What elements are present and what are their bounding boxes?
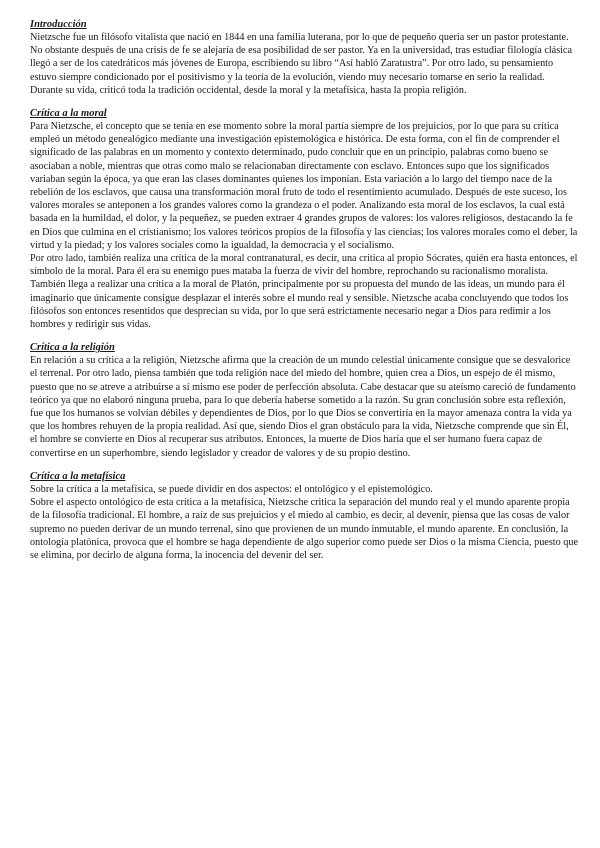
section-introduccion [30, 18, 578, 97]
paragraph: Durante su vida, criticó toda la tradición occidental, desde la moral y la metafísica, hasta la propia religión. [30, 84, 467, 96]
section-heading: Crítica a la moral [30, 108, 107, 120]
paragraph: En relación a su crítica a la religión, Nietzsche afirma que la creación de un mundo celestial únicamente consigue que se desvalorice el terrenal. Por otro lado, piensa también que toda religión nace del miedo del hombre, quien crea a Dios, un espejo de él mismo, puesto que no se atreve a atribuirse a sí mismo ese poder de perfección absoluta. Cabe destacar que su ateísmo careció de fundamento teórico ya que no elaboró ninguna prueba, para lo que debería haberse sometido a la razón. Su gran conclusión sobre esta reflexión, fue que los humanos se volvían débiles y dependientes de Dios, por lo que Dios se convertiría en la mayor amenaza contra la vida ya que los hombres rehuyen de la propia realidad. Así que, siendo Dios el gran obstáculo para la vida, Nietzsche comprende que sin Él, el hombre se convierte en Dios al recuperar sus atributos. Entonces, la muerte de Dios haría que el ser humano fuera capaz de convertirse en un superhombre, siendo legislador y creador de valores y de su propio destino. [30, 355, 576, 459]
section-critica-religion [30, 341, 578, 460]
document-page [30, 18, 578, 572]
paragraph: Sobre la crítica a la metafísica, se puede dividir en dos aspectos: el ontológico y el epistemológico. [30, 483, 433, 495]
section-critica-moral [30, 107, 578, 331]
section-heading: Crítica a la metafísica [30, 470, 126, 482]
section-critica-metafisica [30, 470, 578, 562]
paragraph: Para Nietzsche, el concepto que se tenía en ese momento sobre la moral partía siempre de los prejuicios, por lo que para su crítica empleó un método genealógico mediante una investigación epistemológica e histórica. De esta forma, con el fin de comprender el significado de las palabras en un momento y contexto determinado, pudo concluir que en un principio, palabras como bueno se asociaban a noble, mientras que otras como malo se relacionaban directamente con esclavo. Entonces supo que los significados variaban según la época, ya que eran las clases dominantes quienes los imponían. Esta variación a lo largo del tiempo nace de la rebelión de los esclavos, que causa una transformación moral fruto de todo el resentimiento acumulado. Después de este suceso, los valores morales se anteponen a los grandes valores como la grandeza o el poder. Analizando esta moral de los esclavos, la cual está basada en la humildad, el dolor, y la pequeñez, se pueden extraer 4 grandes grupos de valores: los valores religiosos, destacando la fe en Dios que culmina en el cristianismo; los valores teóricos propios de la filosofía y las ciencias; los valores morales como el deber, la virtud y la piedad; y los valores sociales como la igualdad, la democracia y el socialismo. [30, 121, 578, 251]
paragraph: Sobre el aspecto ontológico de esta crítica a la metafísica, Nietzsche critica la separación del mundo real y el mundo aparente propia de la filosofía tradicional. El hombre, a raíz de sus prejuicios y el miedo al cambio, es decir, al devenir, piensa que las cosas de valor supremo no pueden derivar de un mundo terrenal, sino que provienen de un mundo inmutable, el mundo aparente. En conclusión, la ontología platónica, provoca que el hombre se haga dependiente de algo superior como puede ser Dios o la misma Ciencia, puesto que se elimina, por decirlo de alguna forma, la inocencia del devenir del ser. [30, 497, 578, 561]
paragraph: Por otro lado, también realiza una crítica de la moral contranatural, es decir, una crítica al propio Sócrates, quién era hasta entonces, el símbolo de la moral. Para él era su enemigo pues mataba la fuerza de vivir del hombre, reprochando su racionalismo moralista. También llega a realizar una crítica a la moral de Platón, principalmente por su propuesta del mundo de las ideas, un mundo para él imaginario que únicamente consigue desplazar el interés sobre el mundo real y sensible. Nietzsche acaba concluyendo que todos los filósofos son entonces resentidos que desprecian su vida, por lo que será estrictamente necesario negar a Dios para redimir a los hombres y redirigir sus vidas. [30, 253, 578, 331]
paragraph: Nietzsche fue un filósofo vitalista que nació en 1844 en una familia luterana, por lo que de pequeño quería ser un pastor protestante. No obstante después de una crisis de fe se alejaría de esa posibilidad de ser pastor. Ya en la universidad, tras estudiar filología clásica llegó a ser de los catedráticos más jóvenes de Europa, escribiendo su libro “Así habló Zaratustra”. Por otro lado, su pensamiento estuvo siempre condicionado por el positivismo y la teoría de la evolución, viendo muy necesario tomarse en serio la realidad. [30, 32, 573, 83]
section-heading: Crítica a la religión [30, 342, 115, 354]
section-heading: Introducción [30, 19, 87, 30]
